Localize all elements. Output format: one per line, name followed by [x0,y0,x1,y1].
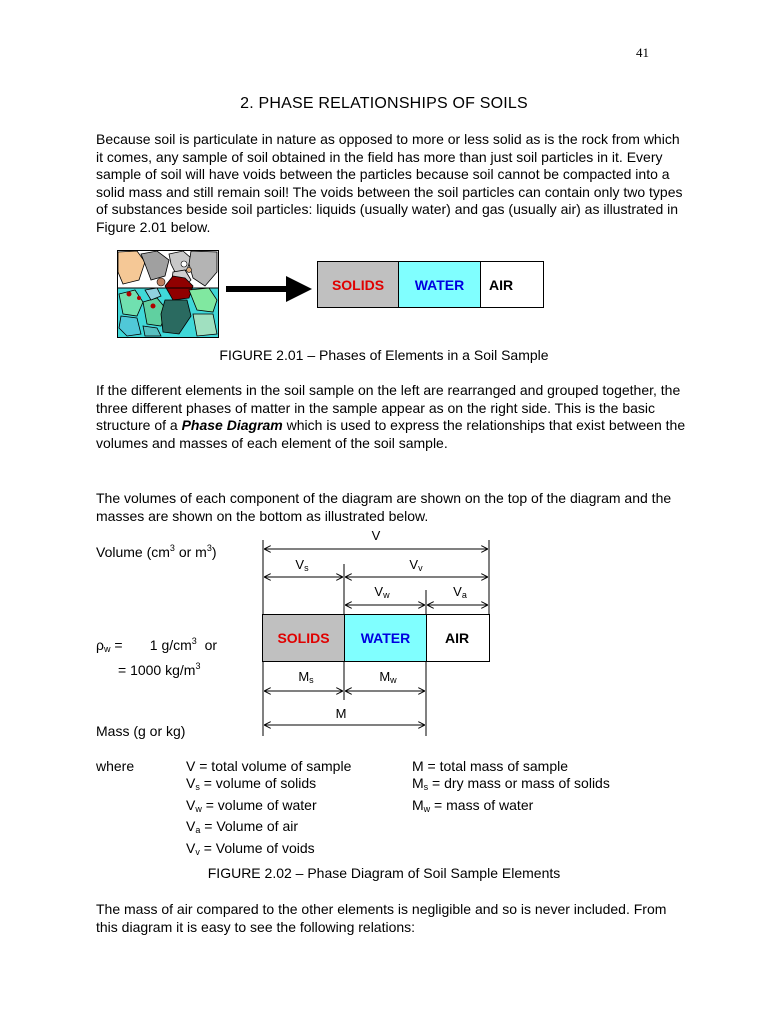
label-V: V [371,528,381,543]
label-M: M [335,706,347,721]
label-Vw-sub: w [383,590,390,600]
water-phase: WATER [399,262,481,307]
legend-row [186,818,351,839]
legend-subscript: w [423,803,431,814]
legend-symbol: M [412,775,424,792]
rho-sup: 3 [191,636,197,646]
rho-symbol: ρ [96,637,104,653]
figure-2-caption: FIGURE 2.02 – Phase Diagram of Soil Sample Elements [207,865,561,881]
para2-text-before: If the different elements in the soil sample on the left are rearranged and grouped together, the three different phases of matter in the sample appear as on the right side. This is the basic structure of a [96,382,681,434]
volume-label-end: ) [211,544,217,560]
water-density-label [96,633,217,679]
phase-bar-figure-1 [317,261,544,308]
label-Vs-sub: s [304,563,309,573]
legend-symbol: M [412,758,424,774]
label-Ms-sub: s [309,675,314,685]
phase-diagram-paragraph [96,382,686,452]
label-Mw-letter: M [379,669,391,684]
section-heading: 2. PHASE RELATIONSHIPS OF SOILS [240,95,528,112]
volume-units-label [96,543,217,560]
label-Vv [396,557,436,573]
legend-text: = total mass of sample [423,758,569,774]
label-Vv-sub: v [418,563,423,573]
legend-symbol: V [186,818,196,835]
label-Vs [282,557,322,573]
label-Va-sub: a [461,590,467,600]
phase-bar-figure-2 [262,614,490,662]
legend-symbol: V [186,775,196,792]
legend-subscript: a [195,825,201,836]
volume-sup-2: 3 [206,543,212,553]
water-phase-2: WATER [345,615,427,661]
soil-sample-illustration [117,250,219,338]
volume-sup: 3 [169,543,175,553]
legend-symbol: M [412,796,424,813]
legend-where: where [96,758,135,774]
legend-row [412,758,610,775]
legend-symbol: V [186,839,196,856]
legend-row [186,758,351,775]
rho-eq: = 1 g/cm [110,637,192,653]
arrow-right-icon [226,275,312,303]
volumes-masses-paragraph: The volumes of each component of the diagram are shown on the top of the diagram and the masses are shown on the bottom as illustrated below. [96,490,672,524]
label-Ms-letter: M [298,669,310,684]
rho-or: or [196,637,218,653]
label-Vw [362,584,402,600]
legend-text: = volume of solids [199,775,317,792]
legend-subscript: s [195,782,200,793]
legend-row [412,775,610,796]
legend-subscript: v [195,846,200,857]
label-Ms [286,669,326,685]
legend-text: = volume of water [201,796,317,813]
legend-volumes [186,758,351,861]
para2-text-after: which is used to express the relationships that exist between the volumes and masses of each element of the soil sample. [96,417,686,451]
legend-text: = mass of water [430,796,534,813]
volume-label-text: Volume (cm [96,544,170,560]
page-number: 41 [636,45,649,60]
label-Vw-letter: V [374,584,384,599]
legend-masses [412,758,610,818]
legend-text: = Volume of air [200,818,299,835]
legend-subscript: w [195,803,202,814]
label-Mw-sub: w [390,675,397,685]
legend-text: = Volume of voids [199,839,315,856]
air-phase-2: AIR [427,615,489,661]
label-Vv-letter: V [409,557,419,572]
rho-sub: w [103,644,111,654]
legend-symbol: V [186,758,196,774]
rho-sup-2: 3 [195,661,201,671]
solids-phase: SOLIDS [318,262,399,307]
legend-text: = dry mass or mass of solids [428,775,610,792]
legend-subscript: s [423,782,429,793]
closing-paragraph: The mass of air compared to the other elements is negligible and so is never included. From this diagram it is easy to see the following relations: [96,901,667,935]
label-Mw [368,669,408,685]
air-phase: AIR [481,262,543,307]
legend-row [186,797,351,818]
volume-label-mid: or m [174,544,207,560]
legend-text: = total volume of sample [195,758,352,774]
solids-phase-2: SOLIDS [263,615,345,661]
label-Vs-letter: V [295,557,305,572]
intro-paragraph: Because soil is particulate in nature as opposed to more or less solid as is the rock from which it comes, any sample of soil obtained in the field has more than just soil particles in it. Every sample of soil will have voids between the particles because soil cannot be compacted into a solid mass and still remain soil! The voids between the soil particles can contain only two types of substances beside soil particles: liquids (usually water) and gas (usually air) as illustrated in Figure 2.01 below. [96,131,683,235]
figure-1-caption: FIGURE 2.01 – Phases of Elements in a Soil Sample [219,347,549,363]
label-Va-letter: V [453,584,462,599]
legend-row [186,840,351,861]
label-Va [440,584,480,600]
phase-diagram-term: Phase Diagram [181,417,283,434]
mass-units-label: Mass (g or kg) [96,723,186,739]
legend-row [412,797,610,818]
legend-symbol: V [186,796,196,813]
legend-row [186,775,351,796]
rho-line-2: = 1000 kg/m [118,662,196,678]
